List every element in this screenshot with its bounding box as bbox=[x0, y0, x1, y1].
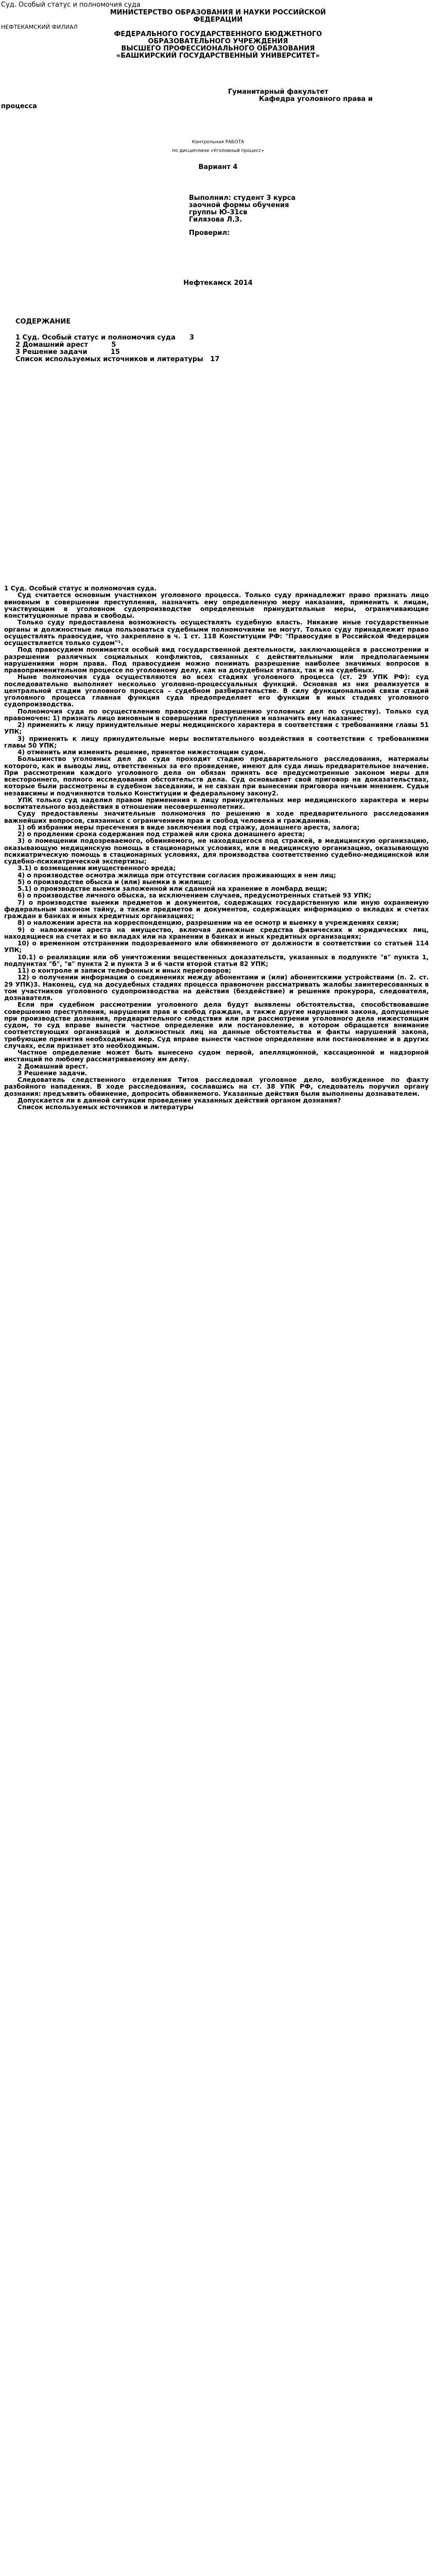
paragraph: 7) о производстве выемки предметов и документов, содержащих государственную или иную охраняемую федеральным законом тайну, а также предметов и документов, содержащих информацию о вкладах и счетах граждан в банках и иных кредитных организациях; bbox=[4, 899, 429, 920]
paragraph: 10.1) о реализации или об уничтожении вещественных доказательств, указанных в подпункте "в" пункта 1, подпунктах "б", "в" пункта 2 и пункта 3 и 6 части второй статьи 82 УПК; bbox=[4, 953, 429, 968]
paragraph: 3.1) о возмещении имущественного вреда; bbox=[18, 865, 176, 872]
paragraph: 5) о производстве обыска и (или) выемки в жилище; bbox=[18, 878, 212, 886]
sources-heading: Список используемых источников и литературы bbox=[18, 1104, 194, 1111]
paragraph: Допускается ли в данной ситуации проведение указанных действий органом дознания? bbox=[18, 1096, 341, 1104]
institution-line-1: ФЕДЕРАЛЬНОГО ГОСУДАРСТВЕННОГО БЮДЖЕТНОГО bbox=[114, 30, 322, 38]
contents-item-2: 2 Домашний арест 5 bbox=[15, 341, 116, 349]
institution-line-3: ВЫСШЕГО ПРОФЕССИОНАЛЬНОГО ОБРАЗОВАНИЯ bbox=[121, 45, 315, 53]
institution-line-2: ОБРАЗОВАТЕЛЬНОГО УЧРЕЖДЕНИЯ bbox=[148, 38, 288, 45]
paragraph: 5.1) о производстве выемки заложенной или сданной на хранение в ломбард вещи; bbox=[18, 885, 327, 892]
paragraph: 3) о помещении подозреваемого, обвиняемого, не находящегося под стражей, в медицинскую организацию, оказывающую медицинскую помощь в стационарных условиях, или в медицинскую организацию, оказывающую психиатрическую помощь в стационарных условиях, для производства соответственно судебно-медицинской или судебно-психиатрической экспертизы; bbox=[4, 837, 429, 865]
paragraph: 8) о наложении ареста на корреспонденцию, разрешении на ее осмотр и выемку в учреждениях связи; bbox=[18, 919, 399, 927]
paragraph: 4) отменить или изменить решение, принятое нижестоящим судом. bbox=[18, 749, 266, 756]
paragraph: Только суду предоставлена возможность осуществлять судебную власть. Никакие иные государственные органы и должностные лица пользоваться судебными полномочиями не могут. Только суду принадлежит право осуществлять правосудие, что закреплено в ч. 1 ст. 118 Конституции РФ: "Правосудие в Российской Федерации осуществляется только судом"¹. bbox=[4, 619, 429, 647]
student-name: Гилязова Л.З. bbox=[189, 216, 242, 224]
paragraph: Полномочия суда по осуществлению правосудия (разрешению уголовных дел по существу). Только суд правомочен: 1) признать лицо виновным в совершении преступления и назначить ему наказание; bbox=[4, 707, 429, 722]
faculty-name: Гуманитарный факультет bbox=[228, 88, 328, 96]
contents-item-3: 3 Решение задачи 15 bbox=[15, 348, 120, 356]
ministry-line-2: ФЕДЕРАЦИИ bbox=[193, 16, 243, 24]
department-name-cont: процесса bbox=[1, 103, 37, 110]
contents-heading: СОДЕРЖАНИЕ bbox=[15, 318, 71, 326]
section-3-heading: 3 Решение задачи. bbox=[18, 1069, 88, 1077]
performed-by: Выполнил: студент 3 курса bbox=[189, 194, 296, 202]
paragraph: Суд считается основным участником уголовного процесса. Только суду принадлежит право признать лицо виновным в совершении преступления, назначить ему определенную меру наказания, применить к лицам, участвующим в уголовном судопроизводстве определенные принудительные меры, ограничивающие конституционные права и свободы. bbox=[4, 591, 429, 619]
paragraph: 12) о получении информации о соединениях между абонентами и (или) абонентскими устройствами (п. 2. ст. 29 УПК)3. Наконец, суд на досудебных стадиях процесса правомочен рассматривать жалобы заинтересованных в том участников уголовного судопроизводства на действия (бездействие) и решения прокурора, следователя, дознавателя. bbox=[4, 974, 429, 1002]
paragraph: Если при судебном рассмотрении уголовного дела будут выявлены обстоятельства, способствовавшие совершению преступления, нарушения прав и свобод граждан, а также другие нарушения закона, допущенные при производстве дознания, предварительного следствия или при рассмотрении уголовного дела нижестоящим судом, то суд вправе вынести частное определение или постановление, в котором обращается внимание соответствующих организаций и должностных лиц на данные обстоятельства и факты нарушений закона, требующие принятия необходимых мер. Суд вправе вынести частное определение или постановление и в других случаях, если признает это необходимым. bbox=[4, 1001, 429, 1049]
paragraph: 2) применить к лицу принудительные меры медицинского характера в соответствии с требованиями главы 51 УПК; bbox=[4, 721, 429, 736]
variant: Вариант 4 bbox=[198, 163, 238, 171]
paragraph: Частное определение может быть вынесено судом первой, апелляционной, кассационной и надзорной инстанций по любому рассматриваемому им делу. bbox=[4, 1049, 429, 1063]
checked-by: Проверил: bbox=[189, 229, 230, 237]
paragraph: Следователь следственного отделения Титов расследовал уголовное дело, возбужденное по факту разбойного нападения. В ходе расследования, сославшись на ст. 38 УПК РФ, следователь поручил органу дознания: предъявить обвинение, допросить обвиняемого. Указанные действия были выполнены дознавателем. bbox=[4, 1076, 429, 1097]
paragraph: Большинство уголовных дел до суда проходит стадию предварительного расследования, материалы которого, как и выводы лиц, ответственных за его проведение, имеют для суда лишь предварительное значение. При рассмотрении каждого уголовного дела он обязан принять все предусмотренные законом меры для всестороннего, полного исследования обстоятельств дела. Суд основывает свой приговор на доказательствах, которые были рассмотрены в судебном заседании, и не связан при вынесении приговора ничьим мнением. Судьи независимы и подчиняются только Конституции и федеральному закону2. bbox=[4, 755, 429, 797]
paragraph: УПК только суд наделил правом применения к лицу принудительных мер медицинского характера и меры воспитательного воздействия в отношении несовершеннолетних. bbox=[4, 796, 429, 810]
paragraph: 10) о временном отстранении подозреваемого или обвиняемого от должности в соответствии со статьей 114 УПК; bbox=[4, 940, 429, 954]
document-title: Суд. Особый статус и полномочия суда bbox=[1, 1, 141, 9]
paragraph: 9) о наложении ареста на имущество, включая денежные средства физических и юридических лиц, находящиеся на счетах и во вкладах или на хранении в банках и иных кредитных организациях; bbox=[4, 926, 429, 940]
contents-item-4: Список используемых источников и литературы 17 bbox=[15, 355, 220, 363]
work-type: Контрольная РАБОТА bbox=[191, 140, 245, 145]
student-group: группы Ю-31св bbox=[189, 209, 248, 216]
ministry-line-1: МИНИСТЕРСТВО ОБРАЗОВАНИЯ И НАУКИ РОССИЙСКОЙ bbox=[110, 9, 326, 16]
paragraph: 11) о контроле и записи телефонных и иных переговоров; bbox=[18, 967, 232, 974]
discipline: по дисциплине «Уголовный процесс» bbox=[172, 148, 264, 154]
paragraph: 4) о производстве осмотра жилища при отсутствии согласия проживающих в нем лиц; bbox=[18, 871, 336, 879]
branch-name: НЕФТЕКАМСКИЙ ФИЛИАЛ bbox=[1, 24, 78, 30]
department-name: Кафедра уголовного права и bbox=[259, 95, 373, 103]
institution-line-4: «БАШКИРСКИЙ ГОСУДАРСТВЕННЫЙ УНИВЕРСИТЕТ» bbox=[116, 52, 320, 60]
paragraph: 3) применить к лицу принудительные меры воспитательного воздействия в соответствии с требованиями главы 50 УПК; bbox=[4, 735, 429, 749]
paragraph: Ныне полномочия суда осуществляются во всех стадиях уголовного процесса (ст. 29 УПК РФ): суд последовательно выполняет несколько уголовно-процессуальных функций. Основная из них реализуется в центральной стадии уголовного процесса – судебном разбирательстве. В силу функциональной связи стадий уголовного процесса главная функция суда предопределяет его функции в иных стадиях уголовного судопроизводства. bbox=[4, 673, 429, 708]
city-year: Нефтекамск 2014 bbox=[183, 279, 253, 287]
paragraph: 2) о продлении срока содержания под стражей или срока домашнего ареста; bbox=[18, 831, 305, 838]
paragraph: 6) о производстве личного обыска, за исключением случаев, предусмотренных статьей 93 УПК; bbox=[18, 892, 372, 900]
contents-item-1: 1 Суд. Особый статус и полномочия суда 3 bbox=[15, 334, 195, 342]
paragraph: Под правосудием понимается особый вид государственной деятельности, заключающейся в рассмотрении и разрешении различных социальных конфликтов, связанных с действительными или предполагаемыми нарушениями норм права. Под правосудием можно понимать разрешение наиболее значимых вопросов в правоприменительном процессе по уголовному делу, как на досудебных этапах, так и на судебных. bbox=[4, 646, 429, 674]
paragraph: Суду предоставлены значительные полномочия по решению в ходе предварительного расследования важнейших вопросов, связанных с ограничением прав и свобод человека и гражданина. bbox=[4, 810, 429, 824]
study-form: заочной формы обучения bbox=[189, 201, 289, 209]
section-1 bbox=[4, 585, 429, 1111]
section-2-heading: 2 Домашний арест. bbox=[18, 1062, 88, 1070]
paragraph: 1) об избрании меры пресечения в виде заключения под стражу, домашнего ареста, залога; bbox=[18, 823, 360, 831]
section-1-heading: 1 Суд. Особый статус и полномочия суда. bbox=[4, 585, 157, 592]
